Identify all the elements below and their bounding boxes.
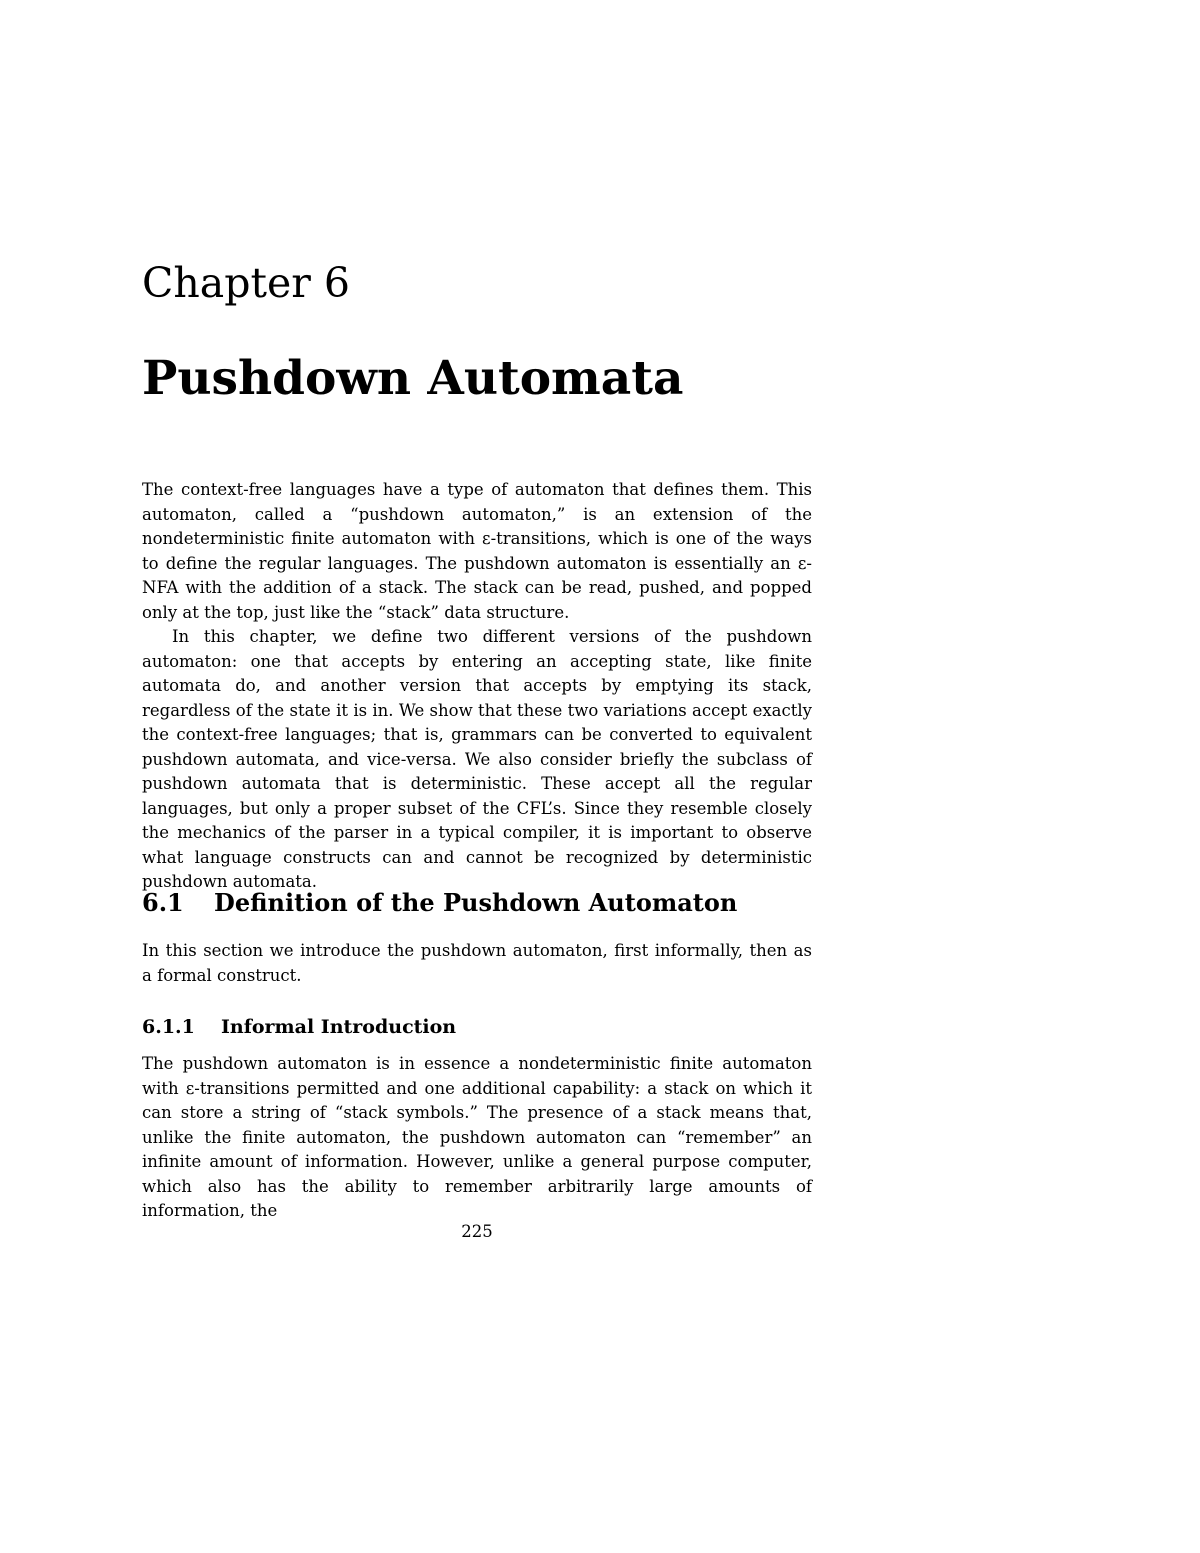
section-heading: [142, 886, 737, 920]
section-title: Definition of the Pushdown Automaton: [214, 888, 738, 917]
chapter-label: Chapter 6: [142, 259, 350, 307]
section-number: 6.1: [142, 888, 184, 917]
chapter-title: Pushdown Automata: [142, 351, 684, 406]
subsection-number: 6.1.1: [142, 1016, 195, 1038]
section-intro-paragraph: In this section we introduce the pushdown automaton, first informally, then as a formal construct.: [142, 941, 812, 985]
subsection-title: Informal Introduction: [221, 1016, 457, 1038]
page-number: 225: [461, 1222, 493, 1241]
intro-paragraph-2: In this chapter, we define two different versions of the pushdown automaton: one that accepts by entering an accepting state, like finite automata do, and another version that accepts by emptying its stack, regardless of the state it is in. We show that these two variations accept exactly the context-free languages; that is, grammars can be converted to equivalent pushdown automata, and vice-versa. We also consider briefly the subclass of pushdown automata that is deterministic. These accept all the regular languages, but only a proper subset of the CFL’s. Since they resemble closely the mechanics of the parser in a typical compiler, it is important to observe what language constructs can and cannot be recognized by deterministic pushdown automata.: [142, 627, 812, 891]
subsection-paragraph: The pushdown automaton is in essence a nondeterministic finite automaton with ε-transitions permitted and one additional capability: a stack on which it can store a string of “stack symbols.” The presence of a stack means that, unlike the finite automaton, the pushdown automaton can “remember” an infinite amount of information. However, unlike a general purpose computer, which also has the ability to remember arbitrarily large amounts of information, the: [142, 1054, 812, 1220]
intro-paragraph-1: The context-free languages have a type of automaton that defines them. This automaton, called a “pushdown automaton,” is an extension of the nondeterministic finite automaton with ε-transitions, which is one of the ways to define the regular languages. The pushdown automaton is essentially an ε-NFA with the addition of a stack. The stack can be read, pushed, and popped only at the top, just like the “stack” data structure.: [142, 480, 812, 622]
subsection-heading: [142, 1013, 456, 1041]
